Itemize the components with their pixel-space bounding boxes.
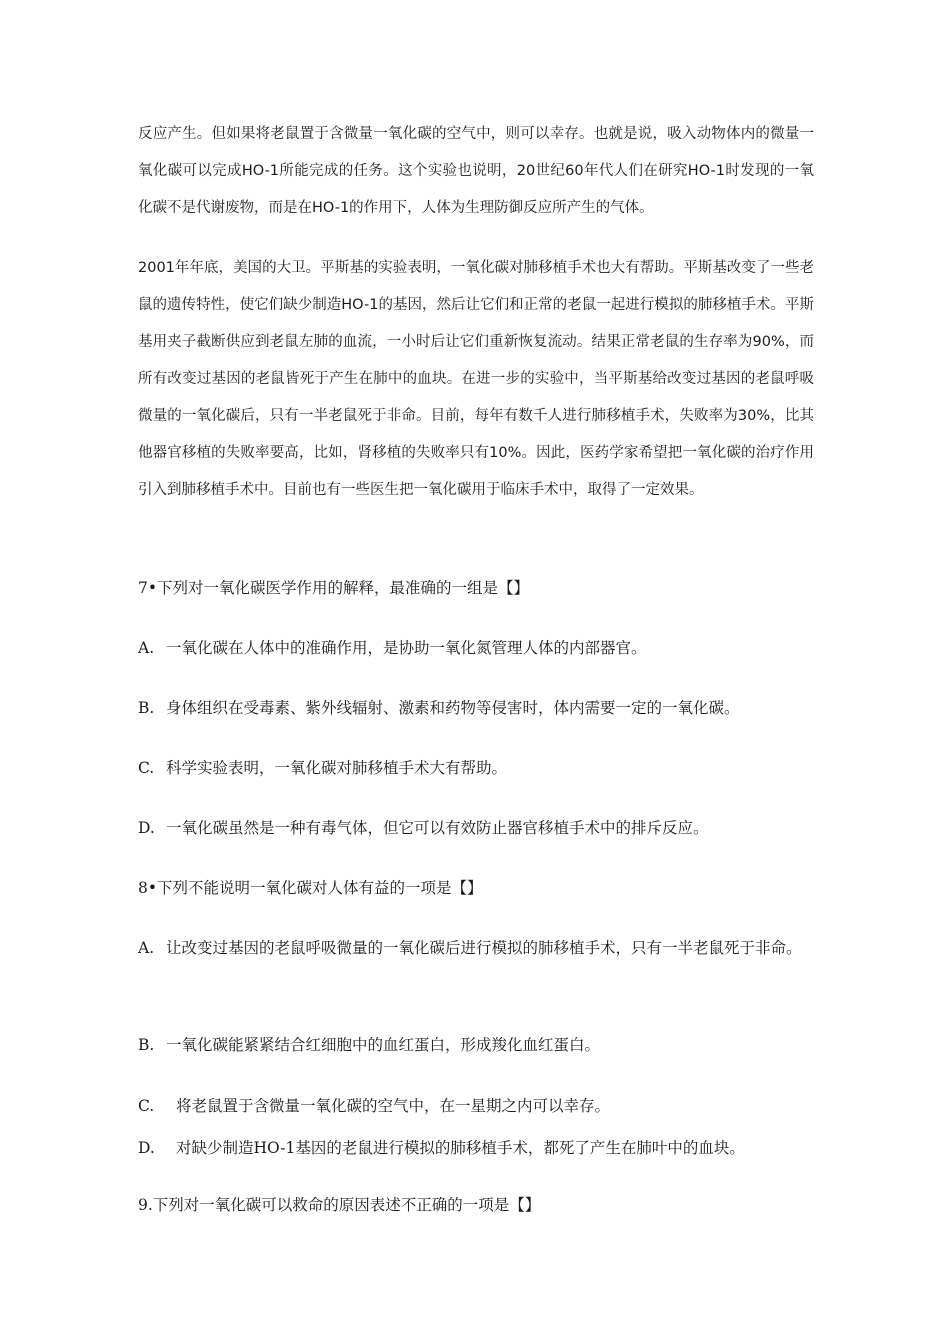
question-9-stem: 9.下列对一氧化碳可以救命的原因表述不正确的一项是【】 [138, 1196, 541, 1214]
question-8-option-a [138, 930, 818, 967]
question-7-option-c [138, 750, 818, 787]
option-text: 一氧化碳能紧紧结合红细胞中的血红蛋白，形成羧化血红蛋白。 [166, 1036, 601, 1054]
option-text: 身体组织在受毒素、紫外线辐射、激素和药物等侵害时，体内需要一定的一氧化碳。 [166, 699, 740, 717]
option-letter: B. [138, 1036, 155, 1054]
option-letter: C. [138, 759, 155, 777]
option-letter: D. [138, 1139, 155, 1157]
question-8-option-d [138, 1130, 818, 1167]
question-8-option-c [138, 1088, 818, 1125]
option-text: 对缺少制造HO-1基因的老鼠进行模拟的肺移植手术，都死了产生在肺叶中的血块。 [176, 1139, 745, 1157]
option-text: 将老鼠置于含微量一氧化碳的空气中，在一星期之内可以幸存。 [176, 1097, 611, 1115]
option-letter: A. [138, 639, 155, 657]
option-text: 一氧化碳虽然是一种有毒气体，但它可以有效防止器官移植手术中的排斥反应。 [166, 819, 709, 837]
question-8-option-b [138, 1027, 818, 1064]
question-7-stem: 7•下列对一氧化碳医学作用的解释，最准确的一组是【】 [138, 579, 530, 597]
option-letter: B. [138, 699, 155, 717]
question-8-stem: 8•下列不能说明一氧化碳对人体有益的一项是【】 [138, 879, 483, 897]
question-7-option-a [138, 630, 818, 667]
option-text: 一氧化碳在人体中的准确作用，是协助一氧化氮管理人体的内部器官。 [166, 639, 647, 657]
option-letter: A. [138, 939, 155, 957]
passage-paragraph-1: 反应产生。但如果将老鼠置于含微量一氧化碳的空气中，则可以幸存。也就是说，吸入动物体内的微量一氧化碳可以完成HO-1所能完成的任务。这个实验也说明，20世纪60年代人们在研究HO-1时发现的一氧化碳不是代谢废物，而是在HO-1的作用下，人体为生理防御反应所产生的气体。 [138, 126, 814, 216]
option-letter: D. [138, 819, 155, 837]
passage-paragraph-2: 2001年年底，美国的大卫。平斯基的实验表明，一氧化碳对肺移植手术也大有帮助。平斯基改变了一些老鼠的遗传特性，使它们缺少制造HO-1的基因，然后让它们和正常的老鼠一起进行模拟的肺移植手术。平斯基用夹子截断供应到老鼠左肺的血流，一小时后让它们重新恢复流动。结果正常老鼠的生存率为90%，而所有改变过基因的老鼠皆死于产生在肺中的血块。在进一步的实验中，当平斯基给改变过基因的老鼠呼吸微量的一氧化碳后，只有一半老鼠死于非命。目前，每年有数千人进行肺移植手术，失败率为30%，比其他器官移植的失败率要高，比如，肾移植的失败率只有10%。因此，医药学家希望把一氧化碳的治疗作用引入到肺移植手术中。目前也有一些医生把一氧化碳用于临床手术中，取得了一定效果。 [138, 260, 814, 498]
option-text: 让改变过基因的老鼠呼吸微量的一氧化碳后进行模拟的肺移植手术，只有一半老鼠死于非命。 [166, 939, 802, 957]
question-7-option-d [138, 810, 818, 847]
question-7-option-b [138, 690, 818, 727]
option-text: 科学实验表明，一氧化碳对肺移植手术大有帮助。 [166, 759, 508, 777]
option-letter: C. [138, 1097, 155, 1115]
